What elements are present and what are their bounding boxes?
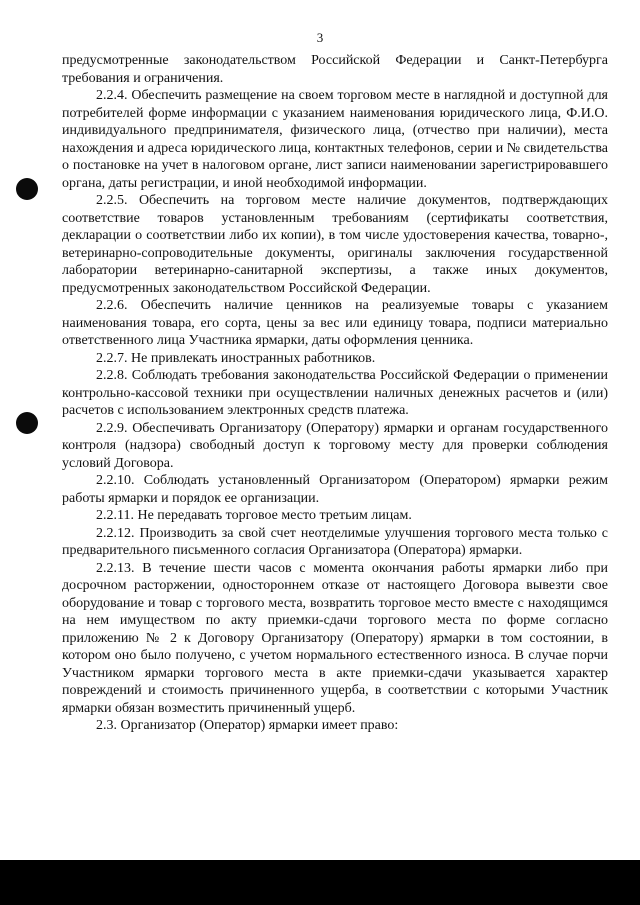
paragraph-2-2-5: 2.2.5. Обеспечить на торговом месте наличие документов, подтверждающих соответствие товаров установленным требованиям (сертификаты соответствия, декларации о соответствии либо их копии), в том числе удостоверения качества, товарно-, ветеринарно-сопроводительные документы, оригиналы заключения государственной лаборатории ветеринарно-санитарной экспертизы, а также иных документов, предусмотренных законодательством Российской Федерации. <box>62 193 608 296</box>
paragraph-2-2-12: 2.2.12. Производить за свой счет неотделимые улучшения торгового места только с предварительного письменного согласия Организатора (Оператора) ярмарки. <box>62 525 608 558</box>
punch-hole-mark <box>16 412 38 434</box>
punch-hole-mark <box>16 178 38 200</box>
paragraph-2-2-11: 2.2.11. Не передавать торговое место третьим лицам. <box>96 508 412 523</box>
scan-bottom-band <box>0 860 640 905</box>
paragraph-2-2-6: 2.2.6. Обеспечить наличие ценников на реализуемые товары с указанием наименования товара, его сорта, цены за вес или единицу товара, подписи материально ответственного лица Участника ярмарки, даты оформления ценника. <box>62 298 608 348</box>
paragraph-2-2-7: 2.2.7. Не привлекать иностранных работников. <box>96 350 376 366</box>
paragraph-2-2-8: 2.2.8. Соблюдать требования законодательства Российской Федерации о применении контрольно-кассовой техники при осуществлении наличных денежных расчетов и (или) расчетов с использованием электронных средств платежа. <box>62 368 608 418</box>
page-number: 3 <box>316 30 324 45</box>
paragraph-2-2-10: 2.2.10. Соблюдать установленный Организатором (Оператором) ярмарки режим работы ярмарки и порядок ее организации. <box>62 473 608 506</box>
paragraph-continuation: предусмотренные законодательством Российской Федерации и Санкт-Петербурга требования и ограничения. <box>62 53 608 86</box>
paragraph-2-2-13: 2.2.13. В течение шести часов с момента окончания работы ярмарки либо при досрочном расторжении, одностороннем отказе от настоящего Договора вывезти свое оборудование и товар с торгового места, возвратить торговое место вместе с находящимся на нем имуществом по акту приемки-сдачи торгового места по форме согласно приложению № 2 к Договору Организатору (Оператору) ярмарки в том состоянии, в котором оно было получено, с учетом нормального естественного износа. В случае порчи Участником ярмарки торгового места в акте приемки-сдачи указывается характер повреждений и стоимость причиненного ущерба, в соответствии с которыми Участник ярмарки обязан возместить причиненный ущерб. <box>62 560 608 716</box>
paragraph-2-2-4: 2.2.4. Обеспечить размещение на своем торговом месте в наглядной и доступной для потребителей форме информации с указанием наименования юридического лица, Ф.И.О. индивидуального предпринимателя, физического лица, (отчество при наличии), места нахождения и адреса юридического лица, контактных телефонов, серии и № свидетельства о постановке на учет в налоговом органе, лист записи наименовании зарегистрировавшего органа, даты регистрации, и иной необходимой информации. <box>62 88 608 191</box>
paragraph-2-2-9: 2.2.9. Обеспечивать Организатору (Оператору) ярмарки и органам государственного контроля (надзора) свободный доступ к торговому месту для проверки соблюдения условий Договора. <box>62 420 608 471</box>
document-body <box>62 52 608 735</box>
paragraph-2-3: 2.3. Организатор (Оператор) ярмарки имеет право: <box>96 718 399 733</box>
